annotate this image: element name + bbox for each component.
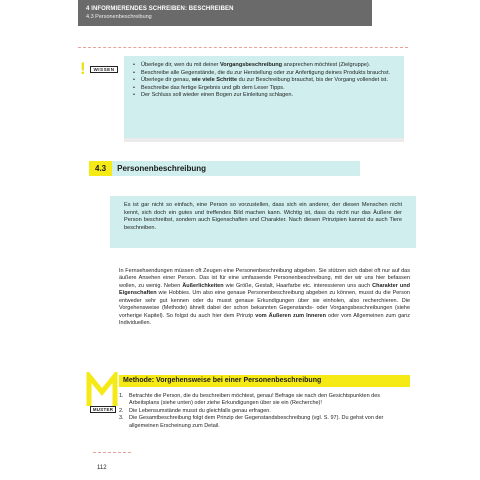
method-list [119, 393, 410, 430]
method-step-number: 3. [119, 415, 124, 422]
wissen-label: WISSEN [90, 66, 118, 73]
section-heading [89, 161, 360, 176]
section-title: Personenbeschreibung [112, 161, 360, 176]
method-step [119, 415, 410, 430]
bottom-divider [93, 452, 131, 453]
method-step-number: 1. [119, 393, 124, 399]
intro-text: Es ist gar nicht so einfach, eine Person so vorzustellen, dass sich ein anderer, der diesen Menschen nicht kennt, sich doch ein gutes und treffendes Bild machen kann. Wichtig ist, dass du nicht nur das Äußere der Person beschreibst, sondern auch Eigenschaften und Charakter. Nach diesen Prinzipien kannst du auch Tiere beschreiben. [124, 202, 402, 231]
method-step [119, 408, 410, 415]
method-heading: Methode: Vorgehensweise bei einer Personenbeschreibung [119, 375, 410, 387]
wissen-bullet: • Beschreibe alle Gegenstände, die du zur Herstellung oder zur Anfertigung deines Produkts brauchst. [132, 70, 396, 78]
method-step-text: Die Lebensumstände musst du gleichfalls genau erfragen. [129, 407, 271, 414]
chapter-header [78, 0, 372, 26]
exclamation-icon: ! [80, 59, 86, 78]
method-step-number: 2. [119, 407, 124, 414]
wissen-bullet: • Überlege dir genau, wie viele Schritte du zur Beschreibung brauchst, bis der Vorgang vollendet ist. [132, 77, 396, 85]
section-number: 4.3 [89, 161, 112, 176]
method-step-text: Die Gesamtbeschreibung folgt dem Prinzip der Gegenstandsbeschreibung (vgl. S. 97). Du gehst von der allgemeinen Erscheinung zum Detail. [129, 415, 384, 429]
wissen-bullet: • Überlege dir, wen du mit deiner Vorgangsbeschreibung ansprechen möchtest (Zielgruppe). [132, 62, 396, 70]
intro-box [110, 196, 416, 248]
wissen-bullet: • Beschreibe das fertige Ergebnis und gib dem Leser Tipps. [132, 85, 396, 93]
page-number: 112 [97, 465, 107, 471]
top-divider [78, 47, 408, 48]
wissen-box [124, 56, 404, 142]
wissen-list [132, 62, 396, 100]
section-subtitle: 4.3 Personenbeschreibung [86, 14, 152, 20]
wissen-bullet: • Der Schluss soll wieder einen Bogen zur Einleitung schlagen. [132, 92, 396, 100]
body-paragraph: In Fernsehsendungen müssen oft Zeugen eine Personenbeschreibung abgeben. Sie stützen sich dabei oft nur auf das äußere Ansehen einer Person. Das ist für eine umfassende Personenbeschreibung, mit der wir uns hier befassen wollen, zu wenig. Neben Äußerlichkeiten wie Größe, Gestalt, Haarfarbe etc. interessieren uns auch Charakter und Eigenschaften wie Hobbies. Um also eine genaue Personenbeschreibung abgeben zu können, musst du die Person entweder sehr gut kennen oder du musst genaue Erkundigungen über sie einholen, also recherchieren. Die Vorgehensweise (Methode) ähnelt dabei der schon bekannten Gegenstands- oder Vorgangsbeschreibungen (siehe vorherige Kapitel). So folgst du auch hier dem Prinzip vom Äußeren zum Inneren oder vom Allgemeinen zum ganz Individuellen. [119, 268, 410, 327]
muster-label: MUSTER [90, 406, 116, 413]
method-step-text: Betrachte die Person, die du beschreiben möchtest, genau! Befrage sie nach den Gesichtspunkten des Arbeitsplans (siehe unten) oder ziehe Erkundigungen über sie ein (Recherche)! [129, 393, 381, 407]
chapter-title: 4 INFORMIERENDES SCHREIBEN: BESCHREIBEN [86, 6, 234, 12]
method-step [119, 393, 410, 408]
